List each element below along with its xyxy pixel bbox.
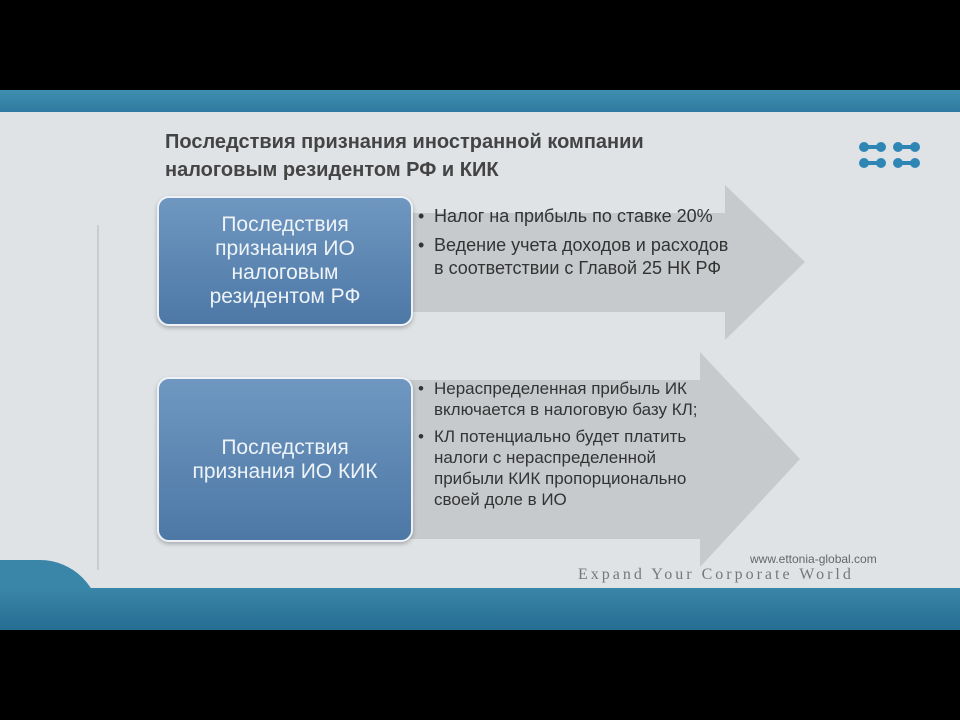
divider-line	[97, 225, 99, 570]
bullet-item: • Нераспределенная прибыль ИК включается в налоговую базу КЛ;	[418, 378, 718, 420]
bullet-item: • Налог на прибыль по ставке 20%	[418, 205, 738, 228]
box-cfc	[157, 377, 413, 542]
box-tax-resident	[157, 196, 413, 326]
box-tax-resident-label: Последствия признания ИО налоговым резидентом РФ	[209, 213, 361, 308]
tagline-text: Expand Your Corporate World	[578, 566, 854, 583]
bullet-list-1	[418, 205, 738, 286]
bullet-item: • Ведение учета доходов и расходов в соответствии с Главой 25 НК РФ	[418, 234, 738, 280]
bullet-item: • КЛ потенциально будет платить налоги с нераспределенной прибыли КИК пропорционально своей доле в ИО	[418, 426, 718, 510]
box-cfc-label: Последствия признания ИО КИК	[192, 435, 378, 483]
slide-title: Последствия признания иностранной компании налоговым резидентом РФ и КИК	[165, 131, 644, 181]
top-band	[0, 90, 960, 112]
website-text: www.ettonia-global.com	[750, 552, 877, 566]
bottom-band	[0, 588, 960, 630]
company-logo	[856, 140, 926, 170]
bullet-list-2	[418, 378, 718, 516]
slide	[0, 90, 960, 630]
